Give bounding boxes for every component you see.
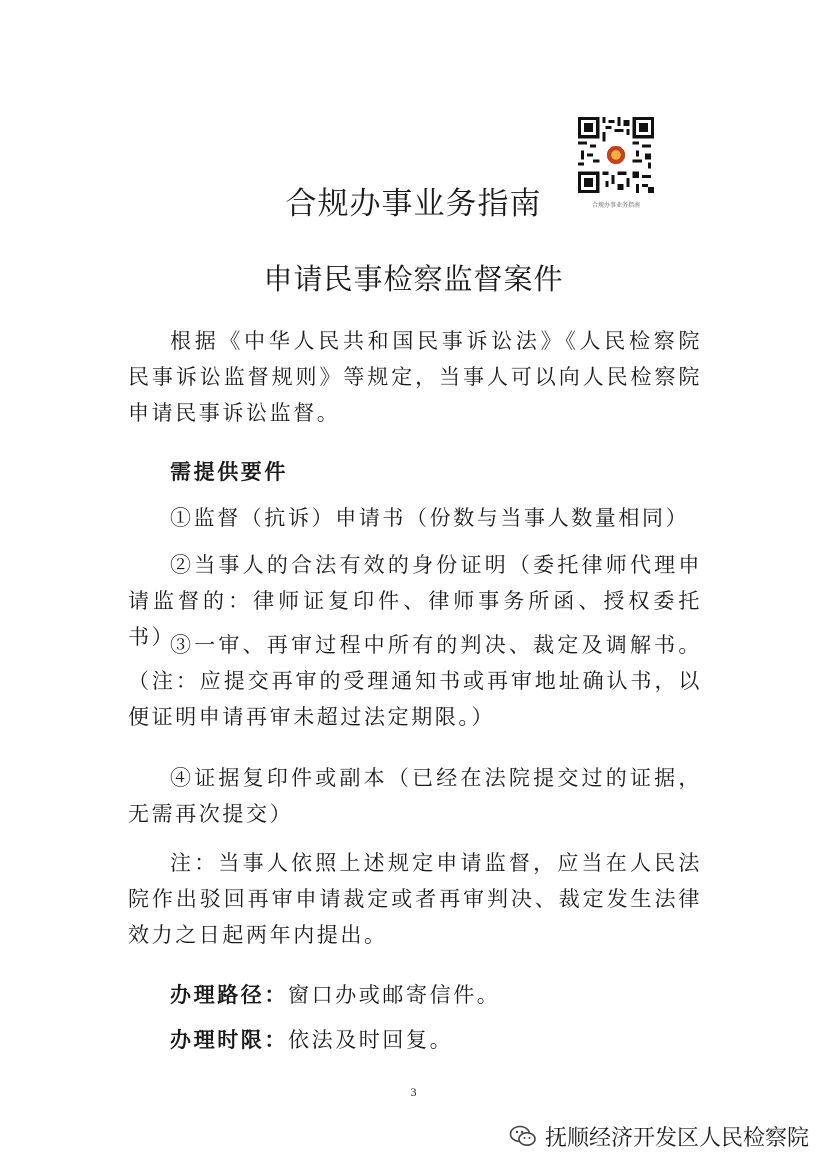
document-subtitle: 申请民事检察监督案件 <box>263 262 564 296</box>
handling-time-limit <box>128 1022 702 1058</box>
note-paragraph: 注：当事人依照上述规定申请监督，应当在人民法院作出驳回再审申请裁定或者再审判决、裁定发生法律效力之日起两年内提出。 <box>128 851 702 947</box>
page-number: 3 <box>410 1085 417 1099</box>
required-item-1: ①监督（抗诉）申请书（份数与当事人数量相同） <box>170 506 690 530</box>
handling-route-value: 窗口办或邮寄信件。 <box>288 983 501 1007</box>
handling-time-limit-label: 办理时限： <box>170 1027 288 1052</box>
account-watermark <box>509 1120 809 1152</box>
required-item-4: ④证据复印件或副本（已经在法院提交过的证据，无需再次提交） <box>128 766 702 826</box>
handling-time-limit-value: 依法及时回复。 <box>288 1028 454 1052</box>
handling-route-label: 办理路径： <box>170 982 288 1007</box>
document-title: 合规办事业务指南 <box>285 186 542 222</box>
handling-route <box>128 977 702 1013</box>
qr-caption: 合规办事业务指南 <box>591 202 640 209</box>
required-item-2: ②当事人的合法有效的身份证明（委托律师代理申请监督的：律师证复印件、律师事务所函、授权委托书） <box>128 553 702 649</box>
wechat-icon <box>509 1124 537 1148</box>
intro-paragraph: 根据《中华人民共和国民事诉讼法》《人民检察院民事诉讼监督规则》等规定，当事人可以向人民检察院申请民事诉讼监督。 <box>128 329 702 425</box>
watermark-text: 抚顺经济开发区人民检察院 <box>544 1125 809 1151</box>
required-items-heading: 需提供要件 <box>170 459 288 484</box>
required-item-3: ③一审、再审过程中所有的判决、裁定及调解书。（注：应提交再审的受理通知书或再审地址确认书，以便证明申请再审未超过法定期限。） <box>128 633 702 729</box>
